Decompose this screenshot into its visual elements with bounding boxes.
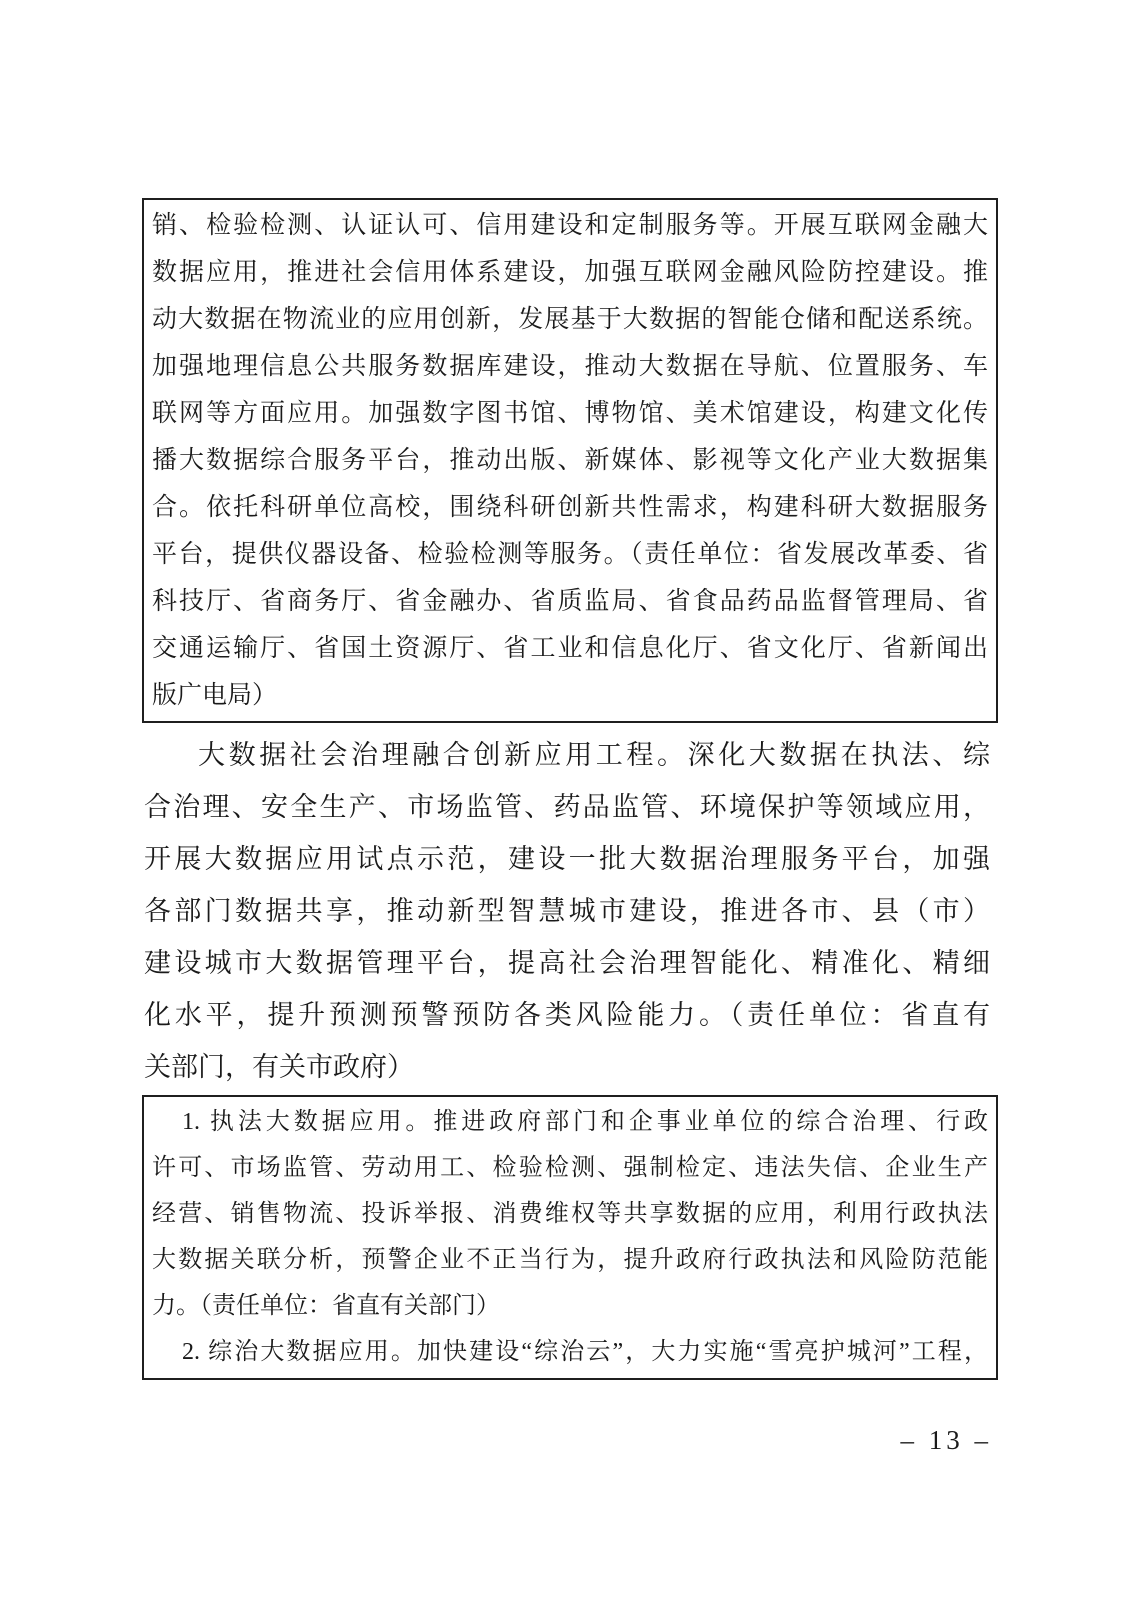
paragraph-line: 关部门，有关市政府） — [144, 1052, 414, 1082]
numbered-items-box — [142, 1095, 998, 1380]
page-number: – 13 – — [900, 1425, 992, 1455]
paragraph-line: 各部门数据共享，推动新型智慧城市建设，推进各市、县（市） — [144, 896, 990, 926]
paragraph-line: 建设城市大数据管理平台，提高社会治理智能化、精准化、精细 — [144, 948, 990, 978]
text-line: 销、检验检测、认证认可、信用建设和定制服务等。开展互联网金融大 — [152, 212, 988, 239]
text-line: 2. 综治大数据应用。加快建设“综治云”，大力实施“雪亮护城河”工程， — [182, 1339, 988, 1365]
text-line: 合。依托科研单位高校，围绕科研创新共性需求，构建科研大数据服务 — [152, 494, 988, 521]
text-line: 科技厅、省商务厅、省金融办、省质监局、省食品药品监督管理局、省 — [152, 588, 988, 615]
text-line: 大数据关联分析，预警企业不正当行为，提升政府行政执法和风险防范能 — [152, 1247, 988, 1273]
text-line: 力。（责任单位：省直有关部门） — [152, 1293, 500, 1319]
text-line: 交通运输厅、省国土资源厅、省工业和信息化厅、省文化厅、省新闻出 — [152, 635, 988, 662]
text-line: 平台，提供仪器设备、检验检测等服务。（责任单位：省发展改革委、省 — [152, 541, 988, 568]
paragraph-line: 开展大数据应用试点示范，建设一批大数据治理服务平台，加强 — [144, 844, 990, 874]
text-line: 加强地理信息公共服务数据库建设，推动大数据在导航、位置服务、车 — [152, 353, 988, 380]
text-line: 数据应用，推进社会信用体系建设，加强互联网金融风险防控建设。推 — [152, 259, 988, 286]
text-line: 许可、市场监管、劳动用工、检验检测、强制检定、违法失信、企业生产 — [152, 1155, 988, 1181]
program-paragraph — [144, 729, 990, 1093]
text-line: 版广电局） — [152, 682, 278, 709]
text-line: 联网等方面应用。加强数字图书馆、博物馆、美术馆建设，构建文化传 — [152, 400, 988, 427]
continued-text-box — [142, 198, 998, 723]
text-line: 1. 执法大数据应用。推进政府部门和企事业单位的综合治理、行政 — [182, 1109, 988, 1135]
paragraph-line: 合治理、安全生产、市场监管、药品监管、环境保护等领域应用， — [144, 792, 990, 822]
paragraph-line: 化水平，提升预测预警预防各类风险能力。（责任单位：省直有 — [144, 1000, 990, 1030]
text-line: 经营、销售物流、投诉举报、消费维权等共享数据的应用，利用行政执法 — [152, 1201, 988, 1227]
text-line: 动大数据在物流业的应用创新，发展基于大数据的智能仓储和配送系统。 — [152, 306, 988, 333]
paragraph-line: 大数据社会治理融合创新应用工程。深化大数据在执法、综 — [198, 740, 990, 770]
text-line: 播大数据综合服务平台，推动出版、新媒体、影视等文化产业大数据集 — [152, 447, 988, 474]
